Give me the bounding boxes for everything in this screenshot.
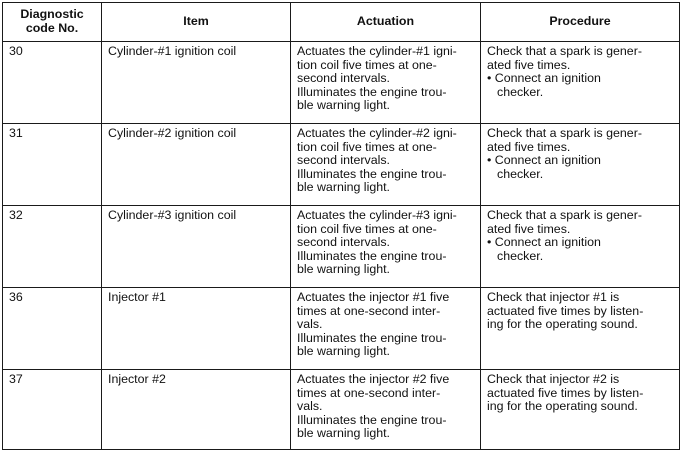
procedure-line: Check that a spark is gener-: [487, 126, 642, 140]
procedure-bullet-line: • Connect an ignition: [487, 235, 601, 250]
actuation-line: Actuates the cylinder-#2 igni-: [297, 126, 457, 140]
table-row: [3, 370, 680, 450]
actuation-line: times at one-second inter-: [297, 385, 441, 400]
table-row: [3, 42, 680, 124]
actuation-line: ble warning light.: [297, 262, 390, 277]
header-item: Item: [102, 3, 291, 42]
procedure-line: Check that a spark is gener-: [487, 208, 642, 222]
cell-diagnostic-code: 36: [3, 288, 102, 370]
cell-diagnostic-code: 30: [3, 42, 102, 124]
procedure-line: Check that injector #1 is: [487, 290, 620, 304]
procedure-line: Check that a spark is gener-: [487, 44, 642, 58]
actuation-line: times at one-second inter-: [297, 303, 441, 318]
actuation-line: Actuates the cylinder-#1 igni-: [297, 44, 457, 58]
actuation-line: vals.: [297, 399, 323, 414]
procedure-bullet-line: • Connect an ignition: [487, 71, 601, 86]
actuation-line: Actuates the cylinder-#3 igni-: [297, 208, 457, 222]
header-code-line-2: code No.: [25, 21, 79, 35]
procedure-line: ated five times.: [487, 221, 571, 236]
cell-item: Injector #1: [102, 288, 291, 370]
table-row: [3, 206, 680, 288]
actuation-line: Actuates the injector #2 five: [297, 372, 450, 386]
procedure-line: ing for the operating sound.: [487, 317, 638, 332]
cell-item: Cylinder-#1 ignition coil: [102, 42, 291, 124]
actuation-line: Actuates the injector #1 five: [297, 290, 450, 304]
header-diagnostic-code: [3, 3, 102, 42]
cell-procedure: [481, 288, 680, 370]
table-row: [3, 288, 680, 370]
cell-actuation: [291, 370, 481, 450]
cell-procedure: [481, 42, 680, 124]
cell-actuation: [291, 42, 481, 124]
cell-procedure: [481, 370, 680, 450]
actuation-line: Illuminates the engine trou-: [297, 166, 447, 181]
actuation-line: Illuminates the engine trou-: [297, 248, 447, 263]
cell-item: Cylinder-#2 ignition coil: [102, 124, 291, 206]
cell-actuation: [291, 206, 481, 288]
actuation-line: ble warning light.: [297, 98, 390, 113]
actuation-line: second intervals.: [297, 235, 390, 250]
procedure-bullet-line: checker.: [497, 166, 544, 181]
procedure-line: ing for the operating sound.: [487, 399, 638, 414]
procedure-bullet-line: • Connect an ignition: [487, 153, 601, 168]
cell-diagnostic-code: 31: [3, 124, 102, 206]
cell-actuation: [291, 124, 481, 206]
actuation-line: Illuminates the engine trou-: [297, 412, 447, 427]
actuation-line: tion coil five times at one-: [297, 57, 437, 72]
actuation-line: ble warning light.: [297, 344, 390, 359]
header-code-line-1: Diagnostic: [20, 7, 84, 22]
procedure-bullet-line: checker.: [497, 248, 544, 263]
cell-procedure: [481, 206, 680, 288]
cell-item: Cylinder-#3 ignition coil: [102, 206, 291, 288]
actuation-line: vals.: [297, 317, 323, 332]
procedure-line: ated five times.: [487, 57, 571, 72]
procedure-line: Check that injector #2 is: [487, 372, 620, 386]
cell-procedure: [481, 124, 680, 206]
actuation-line: second intervals.: [297, 153, 390, 168]
header-actuation: Actuation: [291, 3, 481, 42]
diagnostic-code-table: [2, 2, 680, 450]
cell-item: Injector #2: [102, 370, 291, 450]
actuation-line: tion coil five times at one-: [297, 139, 437, 154]
cell-diagnostic-code: 32: [3, 206, 102, 288]
header-procedure: Procedure: [481, 3, 680, 42]
actuation-line: ble warning light.: [297, 180, 390, 195]
actuation-line: ble warning light.: [297, 426, 390, 441]
procedure-line: ated five times.: [487, 139, 571, 154]
table-row: [3, 124, 680, 206]
table-header-row: [3, 3, 680, 42]
actuation-line: Illuminates the engine trou-: [297, 330, 447, 345]
actuation-line: Illuminates the engine trou-: [297, 84, 447, 99]
procedure-line: actuated five times by listen-: [487, 303, 644, 318]
actuation-line: tion coil five times at one-: [297, 221, 437, 236]
table-body: [3, 42, 680, 450]
actuation-line: second intervals.: [297, 71, 390, 86]
procedure-bullet-line: checker.: [497, 84, 544, 99]
cell-actuation: [291, 288, 481, 370]
cell-diagnostic-code: 37: [3, 370, 102, 450]
procedure-line: actuated five times by listen-: [487, 385, 644, 400]
